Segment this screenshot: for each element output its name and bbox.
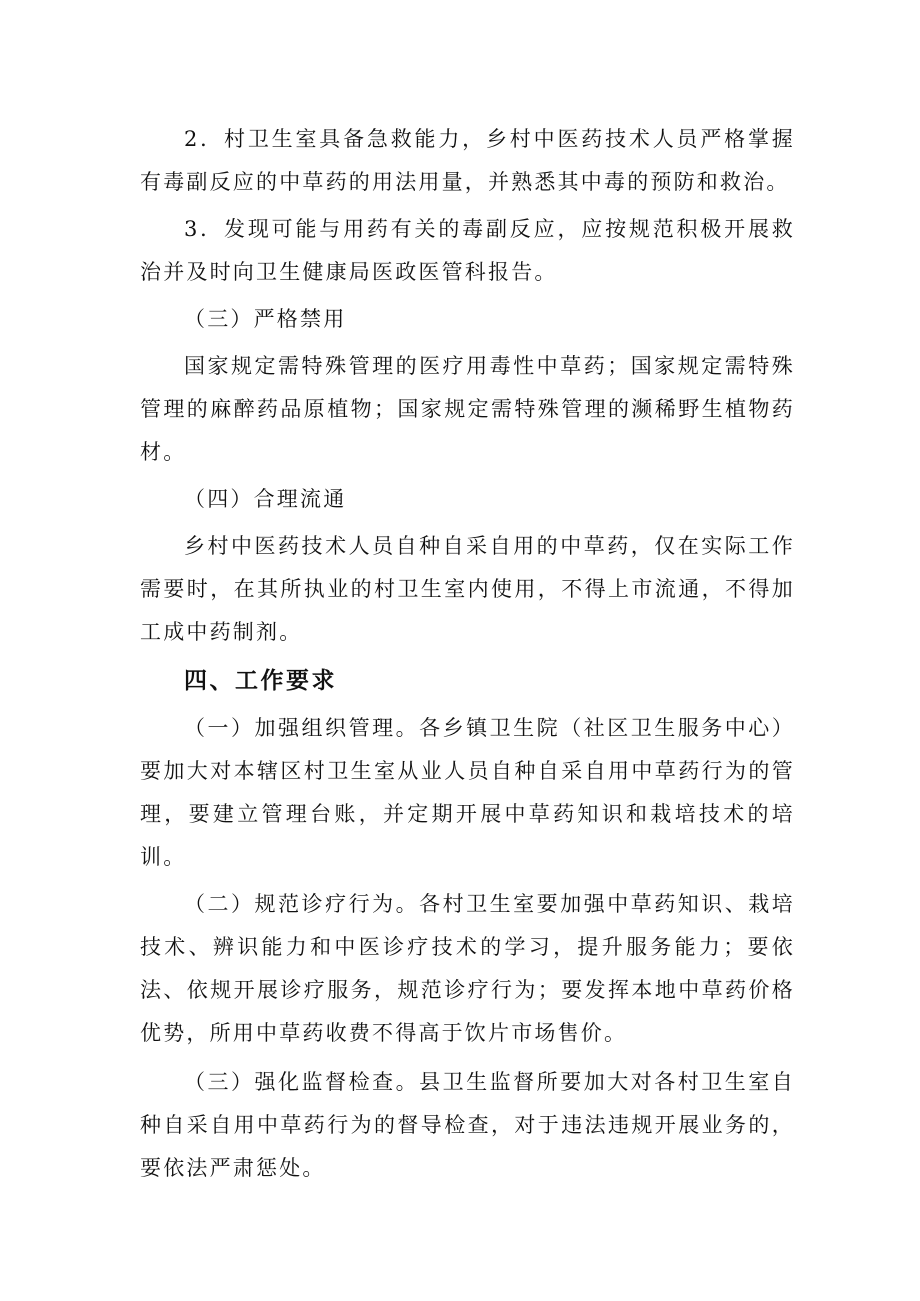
paragraph-requirement-2: （二）规范诊疗行为。各村卫生室要加强中草药知识、栽培技术、辨识能力和中医诊疗技术的学习，提升服务能力；要依法、依规开展诊疗服务，规范诊疗行为；要发挥本地中草药价格优势，所用中草药收费不得高于饮片市场售价。 <box>140 892 795 1045</box>
paragraph-circulation-body: 乡村中医药技术人员自种自采自用的中草药，仅在实际工作需要时，在其所执业的村卫生室内使用，不得上市流通，不得加工成中药制剂。 <box>140 534 795 644</box>
subheading-strict-prohibition: （三）严格禁用 <box>184 307 347 331</box>
document-page <box>140 118 795 1190</box>
section-heading-work-requirements: 四、工作要求 <box>184 668 337 694</box>
paragraph-requirement-1: （一）加强组织管理。各乡镇卫生院（社区卫生服务中心）要加大对本辖区村卫生室从业人员自种自采自用中草药行为的管理，要建立管理台账，并定期开展中草药知识和栽培技术的培训。 <box>140 716 795 869</box>
paragraph-item-2: 2．村卫生室具备急救能力，乡村中医药技术人员严格掌握有毒副反应的中草药的用法用量，并熟悉其中毒的预防和救治。 <box>140 127 795 194</box>
subheading-reasonable-circulation: （四）合理流通 <box>184 487 347 511</box>
paragraph-item-3: 3．发现可能与用药有关的毒副反应，应按规范积极开展救治并及时向卫生健康局医政医管科报告。 <box>140 217 795 284</box>
paragraph-requirement-3: （三）强化监督检查。县卫生监督所要加大对各村卫生室自种自采自用中草药行为的督导检查，对于违法违规开展业务的，要依法严肃惩处。 <box>140 1070 795 1180</box>
paragraph-prohibition-body: 国家规定需特殊管理的医疗用毒性中草药；国家规定需特殊管理的麻醉药品原植物；国家规定需特殊管理的濒稀野生植物药材。 <box>140 354 795 464</box>
